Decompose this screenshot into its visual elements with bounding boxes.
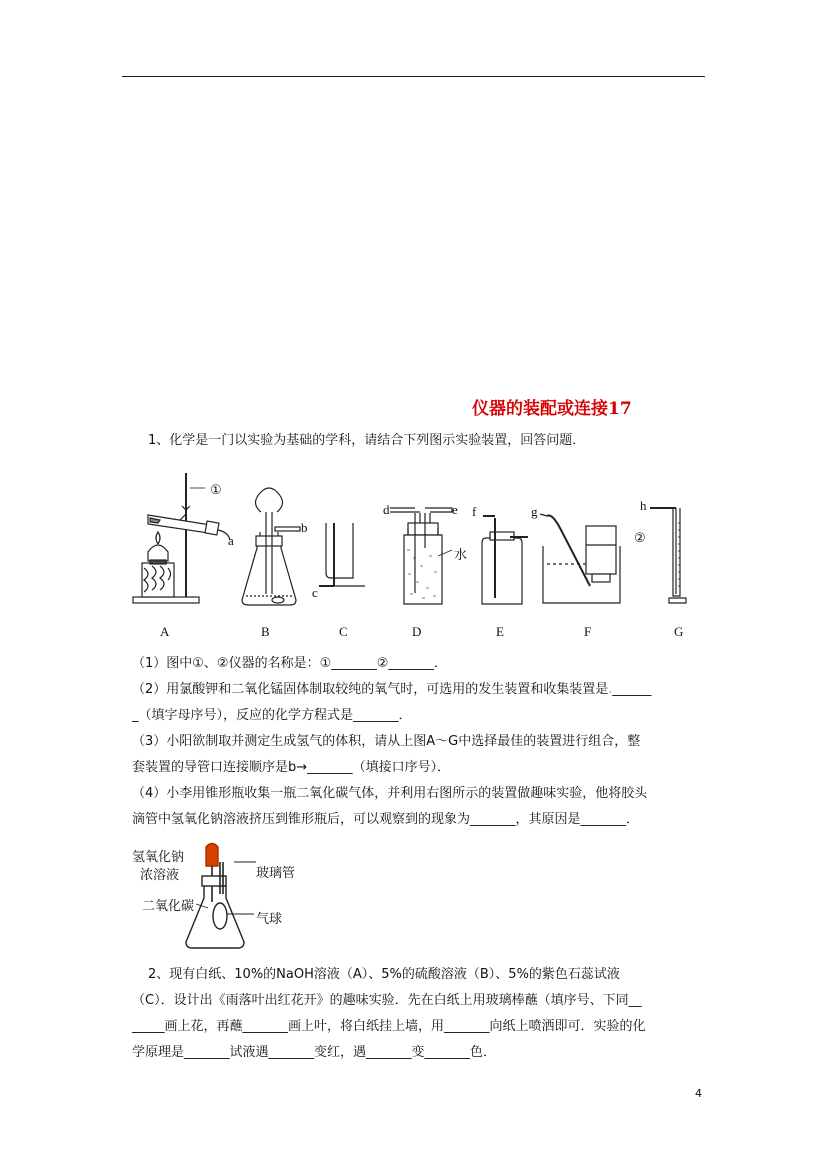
apparatus-label-g: G (674, 624, 684, 639)
question-1-intro: 1、化学是一门以实验为基础的学科，请结合下列图示实验装置，回答问题． (148, 433, 586, 448)
port-label-d: d (383, 502, 390, 517)
apparatus-g (650, 508, 686, 603)
port-label-g: g (531, 504, 538, 519)
callout-1: ① (210, 482, 222, 497)
apparatus-e (482, 516, 528, 604)
port-label-b: b (301, 520, 308, 535)
apparatus-label-a: A (160, 624, 170, 639)
question-1-part-4-line-2: 滴管中氢氧化钠溶液挤压到锥形瓶后，可以观察到的现象为_______，其原因是_______． (132, 812, 640, 827)
page-number: 4 (695, 1087, 702, 1100)
port-label-c: c (312, 585, 318, 600)
water-label: 水 (454, 548, 468, 563)
label-co2: 二氧化碳 (142, 899, 195, 914)
question-1-part-2-line-1: （2）用氯酸钾和二氧化锰固体制取较纯的氧气时，可选用的发生装置和收集装置是.______ (132, 682, 652, 697)
question-2-line-4: 学原理是_______试液遇_______变红，遇_______变_______色． (132, 1045, 497, 1060)
label-balloon: 气球 (256, 912, 283, 927)
apparatus-f (540, 514, 620, 603)
apparatus-d (390, 508, 452, 604)
question-1-part-3-line-2: 套装置的导管口连接顺序是b→_______（填接口序号）． (132, 760, 451, 775)
apparatus-label-c: C (339, 624, 348, 639)
port-label-h: h (640, 498, 647, 513)
label-glass-tube: 玻璃管 (256, 866, 296, 881)
page-title: 仪器的装配或连接17 (472, 399, 632, 419)
apparatus-label-e: E (496, 624, 504, 639)
question-1-part-2-line-2: _（填字母序号），反应的化学方程式是_______． (132, 708, 412, 723)
apparatus-b (242, 488, 300, 605)
label-naoh: 氢氧化钠 (132, 850, 185, 865)
question-2-line-3: _____画上花，再蘸_______画上叶，将白纸挂上墙，用_______向纸上喷洒即可．实验的化 (132, 1019, 646, 1034)
question-1-part-4-line-1: （4）小李用锥形瓶收集一瓶二氧化碳气体，并利用右图所示的装置做趣味实验，他将胶头 (132, 786, 648, 801)
question-2-line-1: 2、现有白纸、10%的NaOH溶液（A）、5%的硫酸溶液（B）、5%的紫色石蕊试液 (148, 967, 620, 982)
port-label-a: a (228, 533, 234, 548)
apparatus-label-b: B (261, 624, 270, 639)
apparatus-c (319, 523, 365, 586)
question-1-part-1: （1）图中①、②仪器的名称是：①_______②_______． (132, 656, 447, 671)
question-1-part-3-line-1: （3）小阳欲制取并测定生成氢气的体积，请从上图A～G中选择最佳的装置进行组合，整 (132, 734, 641, 749)
port-label-f: f (472, 504, 477, 519)
apparatus-label-d: D (412, 624, 422, 639)
header-rule (122, 76, 705, 77)
label-concentrated: 浓溶液 (140, 868, 180, 883)
port-label-e: e (452, 502, 458, 517)
question-2-line-2: （C）．设计出《雨落叶出红花开》的趣味实验．先在白纸上用玻璃棒蘸（填序号、下同__ (132, 993, 642, 1008)
callout-2: ② (634, 530, 646, 545)
apparatus-label-f: F (584, 624, 592, 639)
